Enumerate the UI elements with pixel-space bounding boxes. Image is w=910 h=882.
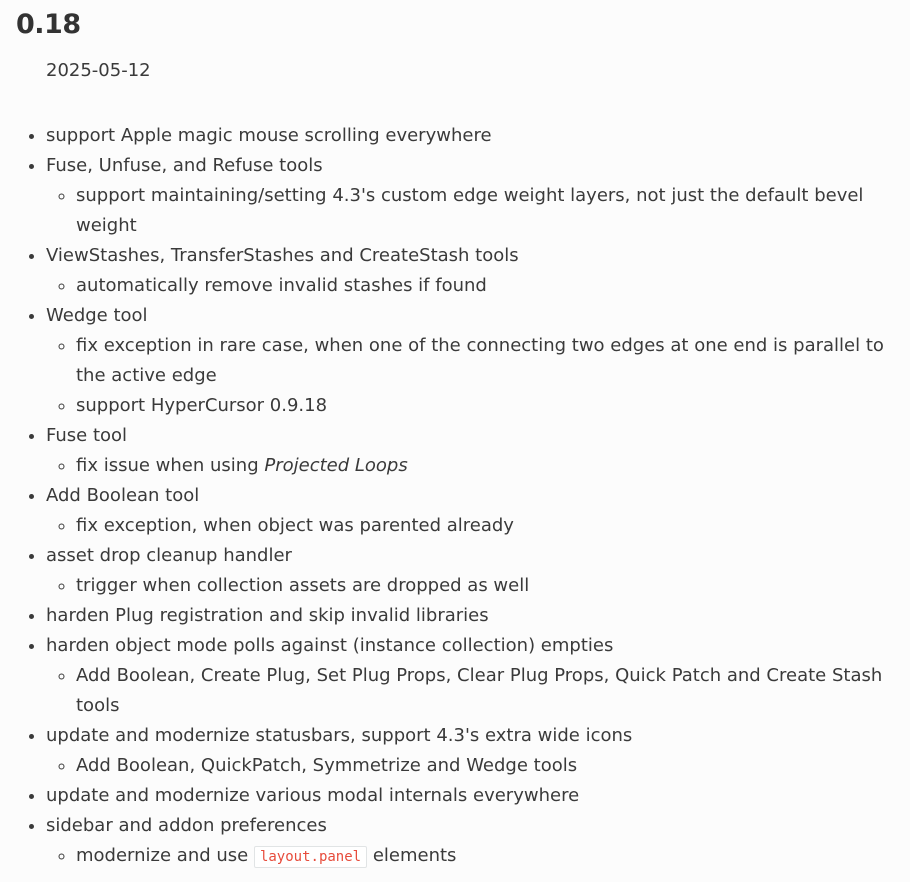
list-item-text: harden Plug registration and skip invalid libraries — [46, 605, 489, 626]
sub-list-item — [76, 751, 894, 781]
sub-list — [46, 271, 894, 301]
list-item-text: Fuse, Unfuse, and Refuse tools — [46, 155, 323, 176]
sub-list-item — [76, 661, 894, 721]
sub-list — [46, 331, 894, 421]
sub-list-item — [76, 391, 894, 421]
list-item-text: asset drop cleanup handler — [46, 545, 292, 566]
sub-list-item-text: Add Boolean, QuickPatch, Symmetrize and Wedge tools — [76, 755, 578, 776]
list-item-text: support Apple magic mouse scrolling everywhere — [46, 125, 492, 146]
sub-list-item-text: fix issue when using — [76, 455, 265, 476]
emphasis-text: Projected Loops — [264, 455, 408, 476]
sub-list-item — [76, 841, 894, 872]
list-item — [46, 301, 894, 421]
list-item — [46, 601, 894, 631]
sub-list-item-text: fix exception in rare case, when one of the connecting two edges at one end is parallel to the active edge — [76, 335, 884, 386]
sub-list — [46, 511, 894, 541]
list-item-text: Fuse tool — [46, 425, 128, 446]
list-item — [46, 811, 894, 872]
list-item — [46, 631, 894, 721]
list-item — [46, 721, 894, 781]
list-item — [46, 481, 894, 541]
change-list — [16, 121, 894, 872]
sub-list — [46, 181, 894, 241]
list-item — [46, 151, 894, 241]
sub-list — [46, 841, 894, 872]
list-item-text: update and modernize statusbars, support 4.3's extra wide icons — [46, 725, 633, 746]
sub-list-item — [76, 451, 894, 481]
sub-list-item-text: fix exception, when object was parented already — [76, 515, 514, 536]
list-item-text: Wedge tool — [46, 305, 148, 326]
list-item-text: update and modernize various modal internals everywhere — [46, 785, 580, 806]
sub-list-item-text: support maintaining/setting 4.3's custom edge weight layers, not just the default bevel weight — [76, 185, 864, 236]
sub-list-item — [76, 511, 894, 541]
list-item — [46, 241, 894, 301]
sub-list-item-suffix: elements — [367, 845, 457, 866]
inline-code: layout.panel — [254, 846, 367, 868]
sub-list-item-text: modernize and use — [76, 845, 254, 866]
sub-list-item-text: trigger when collection assets are dropped as well — [76, 575, 530, 596]
list-item — [46, 541, 894, 601]
sub-list — [46, 571, 894, 601]
sub-list — [46, 451, 894, 481]
sub-list — [46, 751, 894, 781]
list-item-text: Add Boolean tool — [46, 485, 200, 506]
list-item-text: harden object mode polls against (instance collection) empties — [46, 635, 614, 656]
list-item — [46, 421, 894, 481]
sub-list — [46, 661, 894, 721]
sub-list-item-text: automatically remove invalid stashes if found — [76, 275, 487, 296]
sub-list-item — [76, 331, 894, 391]
list-item-text: ViewStashes, TransferStashes and CreateStash tools — [46, 245, 519, 266]
list-item-text: sidebar and addon preferences — [46, 815, 327, 836]
list-item — [46, 121, 894, 151]
version-heading: 0.18 — [16, 9, 81, 40]
sub-list-item — [76, 181, 894, 241]
sub-list-item — [76, 271, 894, 301]
sub-list-item — [76, 571, 894, 601]
list-item — [46, 781, 894, 811]
release-date: 2025-05-12 — [46, 60, 151, 81]
sub-list-item-text: support HyperCursor 0.9.18 — [76, 395, 328, 416]
sub-list-item-text: Add Boolean, Create Plug, Set Plug Props, Clear Plug Props, Quick Patch and Create Stash tools — [76, 665, 883, 716]
